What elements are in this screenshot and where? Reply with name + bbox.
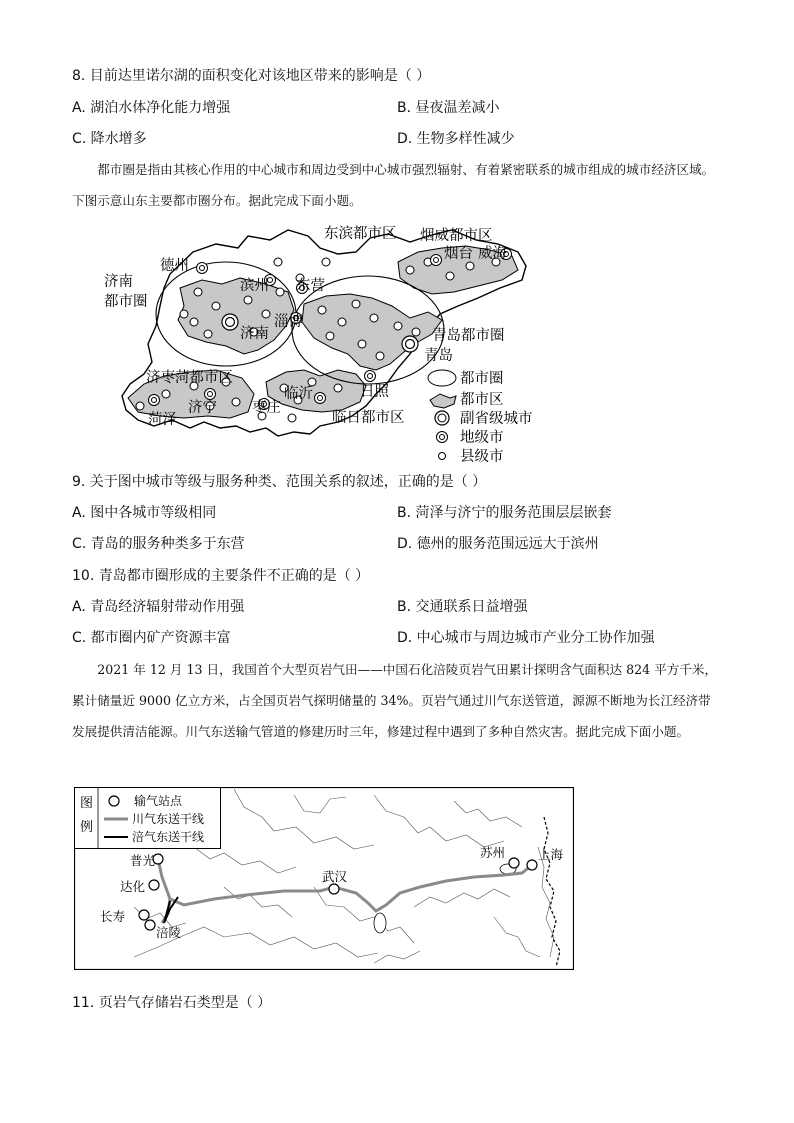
label-zaozhuang: 枣庄: [252, 400, 281, 416]
station-shanghai: [527, 860, 537, 870]
q8-option-c: C. 降水增多: [72, 131, 147, 147]
legend-prefecture: 地级市: [460, 430, 504, 446]
label-weihai: 威海: [478, 246, 507, 262]
station-dazhou: [149, 880, 159, 890]
label-rizhao: 日照: [360, 384, 389, 400]
q8-option-d: D. 生物多样性减少: [397, 131, 515, 147]
label-linyi: 临沂: [284, 386, 313, 402]
q10-option-b: B. 交通联系日益增强: [397, 599, 528, 615]
passage-metro-circle: 都市圈是指由其核心作用的中心城市和周边受到中心城市强烈辐射、有着紧密联系的城市组成的城市经济区域。下图示意山东主要都市圈分布。据此完成下面小题。: [72, 162, 715, 208]
label-zibo: 淄博: [274, 314, 303, 330]
q8-option-a: A. 湖泊水体净化能力增强: [72, 100, 231, 116]
shandong-metro-map: [98, 222, 568, 468]
legend2-station: 输气站点: [134, 794, 183, 808]
q10-option-d: D. 中心城市与周边城市产业分工协作加强: [397, 630, 655, 646]
label-binzhou: 滨州: [240, 278, 269, 294]
station-changshou: [139, 910, 149, 920]
label-jizaoheze: 济枣菏都市区: [146, 370, 233, 386]
label-jinan: 济南: [240, 326, 269, 342]
station-wuhan: [329, 884, 339, 894]
q8-stem: 8. 目前达里诺尔湖的面积变化对该地区带来的影响是（ ）: [72, 68, 431, 84]
q9-stem: 9. 关于图中城市等级与服务种类、范围关系的叙述，正确的是（ ）: [72, 474, 487, 490]
legend-county: 县级市: [460, 449, 504, 465]
q10-option-c: C. 都市圈内矿产资源丰富: [72, 630, 231, 646]
label-yanwei: 烟威都市区: [420, 228, 493, 244]
q9-option-c: C. 青岛的服务种类多于东营: [72, 536, 245, 552]
label-jinan-circle-2: 都市圈: [104, 294, 148, 310]
label-qingdao-circle: 青岛都市圈: [432, 328, 505, 344]
station-suzhou: [509, 858, 519, 868]
city-suzhou: 苏州: [480, 845, 506, 860]
label-heze: 菏泽: [148, 412, 177, 428]
city-puguang: 普光: [130, 853, 156, 868]
label-dezhou: 德州: [160, 258, 189, 274]
q8-option-b: B. 昼夜温差减小: [397, 100, 500, 116]
city-wuhan: 武汉: [322, 869, 348, 884]
label-qingdao: 青岛: [424, 348, 453, 364]
q10-option-a: A. 青岛经济辐射带动作用强: [72, 599, 245, 615]
q10-stem: 10. 青岛都市圈形成的主要条件不正确的是（ ）: [72, 568, 370, 584]
legend-circle: 都市圈: [460, 371, 504, 387]
city-fuling: 涪陵: [156, 925, 182, 940]
passage-shale-gas: 2021 年 12 月 13 日，我国首个大型页岩气田——中国石化涪陵页岩气田累计探明含气面积达 824 平方千米，累计储量近 9000 亿立方米，占全国页岩气探明储量的 34%。页岩气通过川气东送管道，源源不断地为长江经济带发展提供清洁能源。川气东送输气管道的修建历时三年，修建过程中遇到了多种自然灾害。据此完成下面小题。: [72, 662, 718, 739]
label-jining: 济宁: [188, 400, 217, 416]
legend-district: 都市区: [460, 392, 504, 408]
legend2-title-1: 图: [80, 796, 94, 811]
station-fuling: [145, 920, 155, 930]
city-changshou: 长寿: [100, 909, 126, 924]
label-dongbin: 东滨都市区: [324, 226, 397, 242]
map1-legend: [428, 370, 533, 465]
city-shanghai: 上海: [538, 847, 564, 862]
label-yantai: 烟台: [444, 246, 473, 262]
legend-sub-provincial: 副省级城市: [460, 411, 533, 427]
q9-option-d: D. 德州的服务范围远远大于滨州: [397, 536, 599, 552]
q11-stem: 11. 页岩气存储岩石类型是（ ）: [72, 995, 272, 1011]
pipeline-map: [74, 787, 574, 970]
legend2-title-2: 例: [80, 820, 94, 835]
city-dazhou: 达化: [120, 879, 146, 894]
legend2-fuling: 涪气东送干线: [132, 830, 205, 844]
q9-option-a: A. 图中各城市等级相同: [72, 505, 217, 521]
label-linri: 临日都市区: [332, 410, 405, 426]
map2-legend: [75, 788, 221, 849]
label-jinan-circle-1: 济南: [104, 274, 133, 290]
legend2-main: 川气东送干线: [132, 812, 205, 826]
q9-option-b: B. 菏泽与济宁的服务范围层层嵌套: [397, 505, 612, 521]
label-dongying: 东营: [296, 278, 325, 294]
